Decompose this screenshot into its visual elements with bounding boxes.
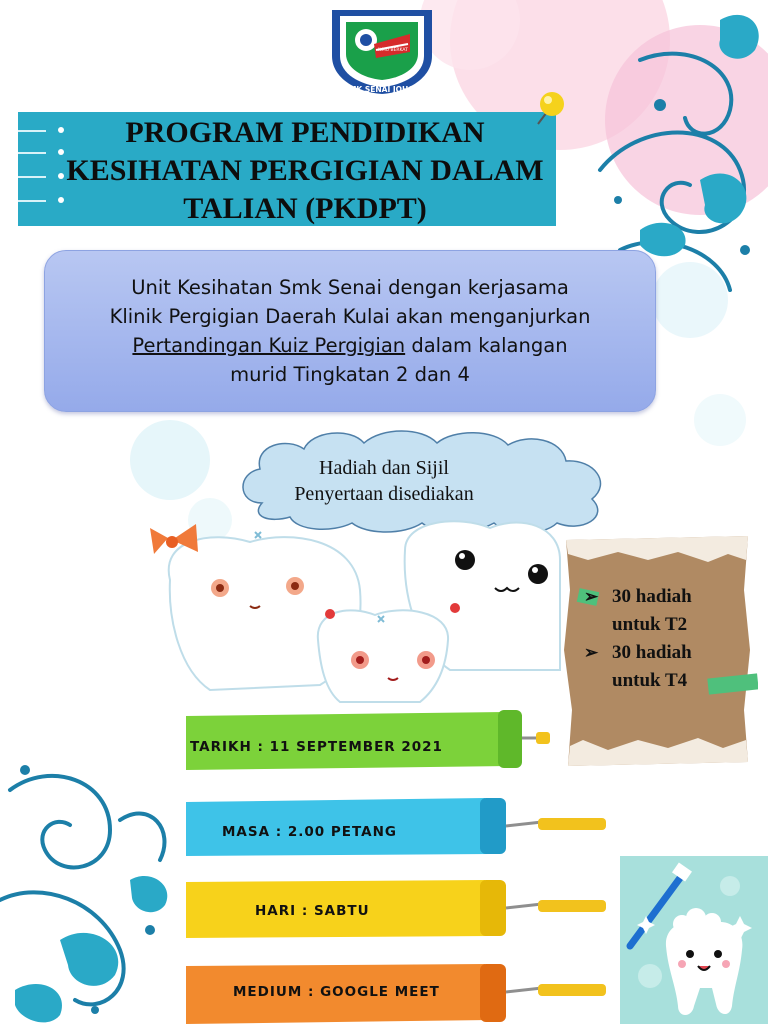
school-logo	[324, 4, 440, 96]
info-box	[44, 250, 656, 412]
title-line-1: PROGRAM PENDIDIKAN	[125, 116, 485, 149]
medium-label: MEDIUM : GOOGLE MEET	[233, 984, 440, 1000]
cloud-line-1: Hadiah dan Sijil	[319, 457, 449, 479]
time-label: MASA : 2.00 PETANG	[222, 824, 397, 840]
page-title	[18, 114, 592, 228]
info-line-3	[45, 331, 655, 360]
prize-target: untuk T4	[612, 670, 688, 691]
logo-ribbon-text: ILMU BERKAT	[378, 48, 408, 53]
title-banner	[18, 112, 556, 226]
info-line-2: Klinik Pergigian Daerah Kulai akan menganjurkan	[109, 305, 591, 328]
day-label: HARI : SABTU	[255, 903, 370, 919]
date-label: TARIKH : 11 SEPTEMBER 2021	[190, 739, 443, 755]
toothbrush-tooth-card	[620, 856, 768, 1024]
title-line-2: KESIHATAN PERGIGIAN DALAM	[66, 154, 544, 187]
prize-target: untuk T2	[612, 614, 688, 635]
info-line-4: murid Tingkatan 2 dan 4	[230, 363, 470, 386]
prize-count: 30 hadiah	[612, 586, 692, 607]
prize-list	[584, 583, 744, 695]
info-text	[45, 273, 655, 389]
quiz-name: Pertandingan Kuiz Pergigian	[132, 334, 406, 357]
title-line-3: TALIAN (PKDPT)	[183, 192, 427, 225]
info-line-3-rest: dalam kalangan	[405, 334, 568, 357]
prize-item	[584, 639, 744, 695]
prize-item	[584, 583, 744, 639]
arrow-bullet-icon: ➢	[584, 643, 599, 662]
prize-count: 30 hadiah	[612, 642, 692, 663]
pushpin-icon	[530, 88, 570, 128]
logo-ring-text: SMK SENAI JOHOR	[343, 85, 421, 94]
info-line-1: Unit Kesihatan Smk Senai dengan kerjasama	[131, 276, 569, 299]
teeth-illustration	[150, 510, 570, 710]
cloud-text	[250, 455, 518, 507]
cloud-line-2: Penyertaan disediakan	[294, 483, 474, 505]
arrow-bullet-icon: ➢	[584, 587, 599, 606]
